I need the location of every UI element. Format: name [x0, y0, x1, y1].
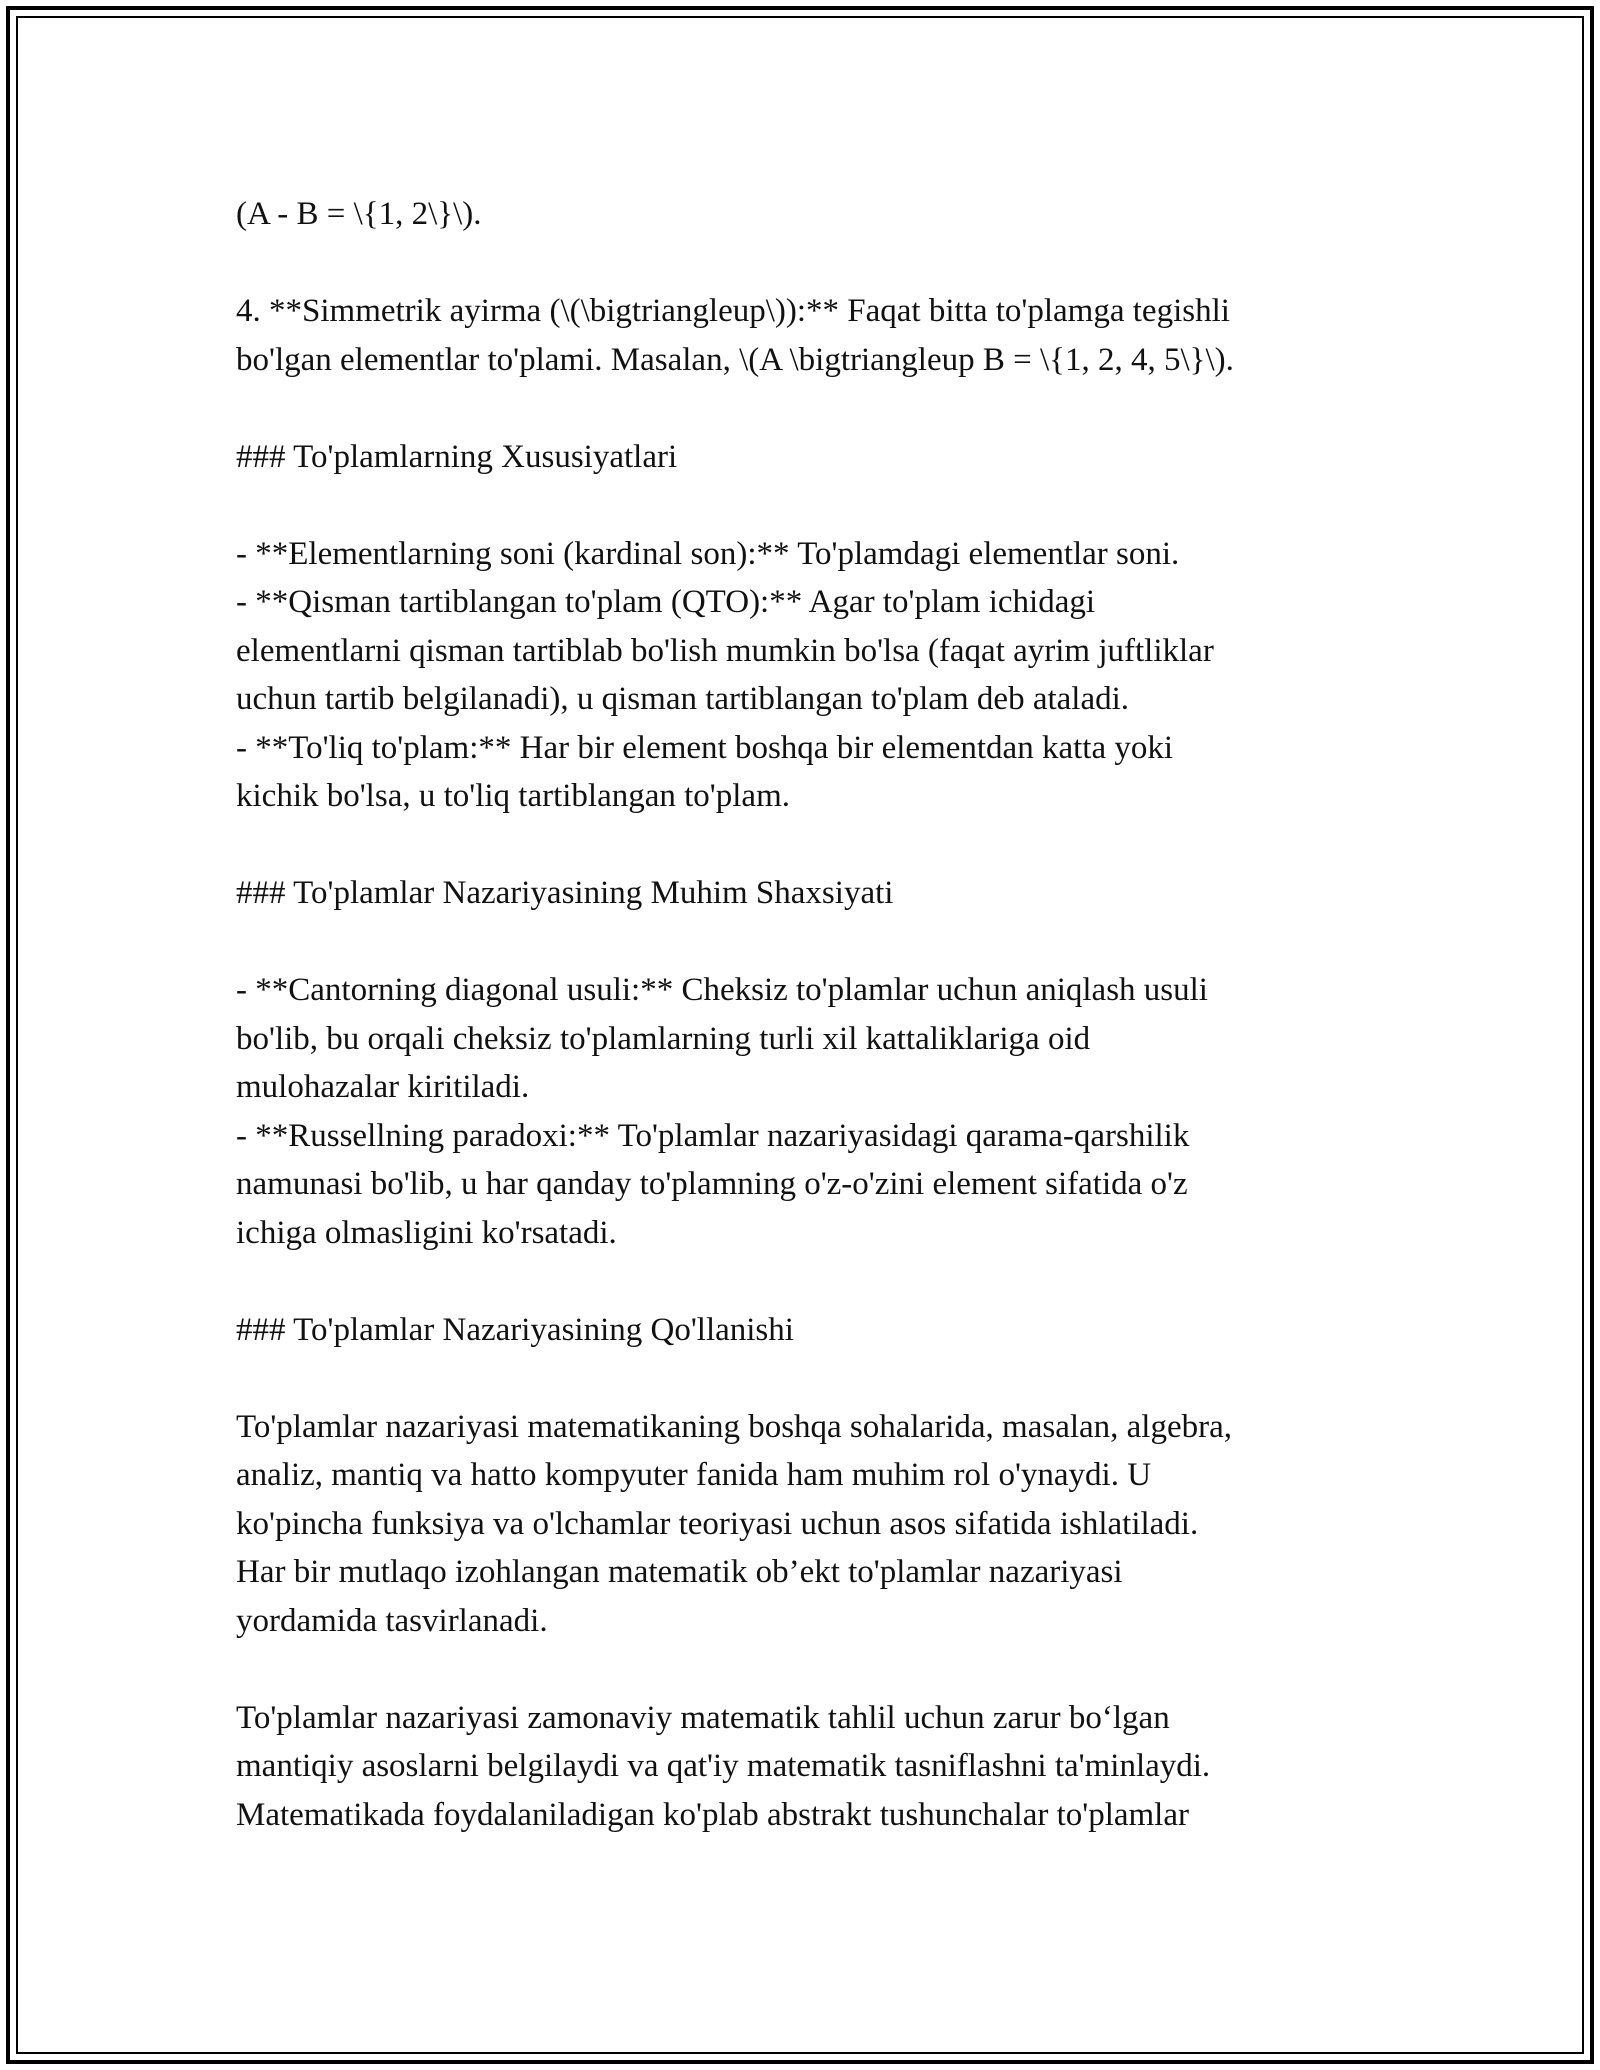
paragraph-gap	[236, 481, 1366, 530]
list-item: - **Qisman tartiblangan to'plam (QTO):** Agar to'plam ichidagi	[236, 584, 1096, 620]
text-line: bo'lgan elementlar to'plami. Masalan, \(A \bigtriangleup B = \{1, 2, 4, 5\}\).	[236, 341, 1234, 378]
paragraph-gap	[236, 1257, 1366, 1306]
text-line: analiz, mantiq va hatto kompyuter fanida ham muhim rol o'ynaydi. U	[236, 1457, 1152, 1493]
section-heading: ### To'plamlar Nazariyasining Qo'llanishi	[236, 1311, 794, 1348]
text-line: To'plamlar nazariyasi zamonaviy matematik tahlil uchun zarur bo‘lgan	[236, 1699, 1170, 1736]
text-line: 4. **Simmetrik ayirma (\(\bigtriangleup\)):** Faqat bitta to'plamga tegishli	[236, 293, 1230, 329]
text-line: yordamida tasvirlanadi.	[236, 1602, 548, 1639]
text-line: uchun tartib belgilanadi), u qisman tartiblangan to'plam deb ataladi.	[236, 681, 1130, 717]
text-line: mantiqiy asoslarni belgilaydi va qat'iy matematik tasniflashni ta'minlaydi.	[236, 1748, 1211, 1784]
document-body	[236, 190, 1366, 1839]
text-line: bo'lib, bu orqali cheksiz to'plamlarning turli xil kattaliklariga oid	[236, 1020, 1091, 1057]
text-line: Har bir mutlaqo izohlangan matematik ob’ekt to'plamlar nazariyasi	[236, 1554, 1123, 1590]
list-item: - **Russellning paradoxi:** To'plamlar nazariyasidagi qarama-qarshilik	[236, 1117, 1190, 1154]
text-line: ko'pincha funksiya va o'lchamlar teoriyasi uchun asos sifatida ishlatiladi.	[236, 1505, 1199, 1542]
section-heading: ### To'plamlar Nazariyasining Muhim Shaxsiyati	[236, 875, 894, 911]
text-line: elementlarni qisman tartiblab bo'lish mumkin bo'lsa (faqat ayrim juftliklar	[236, 632, 1214, 669]
paragraph-gap	[236, 1354, 1366, 1403]
list-item: - **Cantorning diagonal usuli:** Cheksiz to'plamlar uchun aniqlash usuli	[236, 972, 1208, 1008]
paragraph-gap	[236, 821, 1366, 870]
text-line: (A - B = \{1, 2\}\).	[236, 196, 482, 232]
text-line: mulohazalar kiritiladi.	[236, 1069, 530, 1105]
text-line: namunasi bo'lib, u har qanday to'plamning o'z-o'zini element sifatida o'z	[236, 1166, 1188, 1202]
text-line: Matematikada foydalaniladigan ko'plab abstrakt tushunchalar to'plamlar	[236, 1796, 1189, 1833]
list-item: - **Elementlarning soni (kardinal son):** To'plamdagi elementlar soni.	[236, 535, 1180, 572]
text-line: To'plamlar nazariyasi matematikaning boshqa sohalarida, masalan, algebra,	[236, 1408, 1233, 1445]
paragraph-gap	[236, 1645, 1366, 1694]
text-line: kichik bo'lsa, u to'liq tartiblangan to'plam.	[236, 778, 790, 814]
paragraph-gap	[236, 384, 1366, 433]
text-line: ichiga olmasligini ko'rsatadi.	[236, 1214, 617, 1251]
section-heading: ### To'plamlarning Xususiyatlari	[236, 438, 678, 475]
paragraph-gap	[236, 918, 1366, 967]
paragraph-gap	[236, 239, 1366, 288]
list-item: - **To'liq to'plam:** Har bir element boshqa bir elementdan katta yoki	[236, 729, 1174, 766]
